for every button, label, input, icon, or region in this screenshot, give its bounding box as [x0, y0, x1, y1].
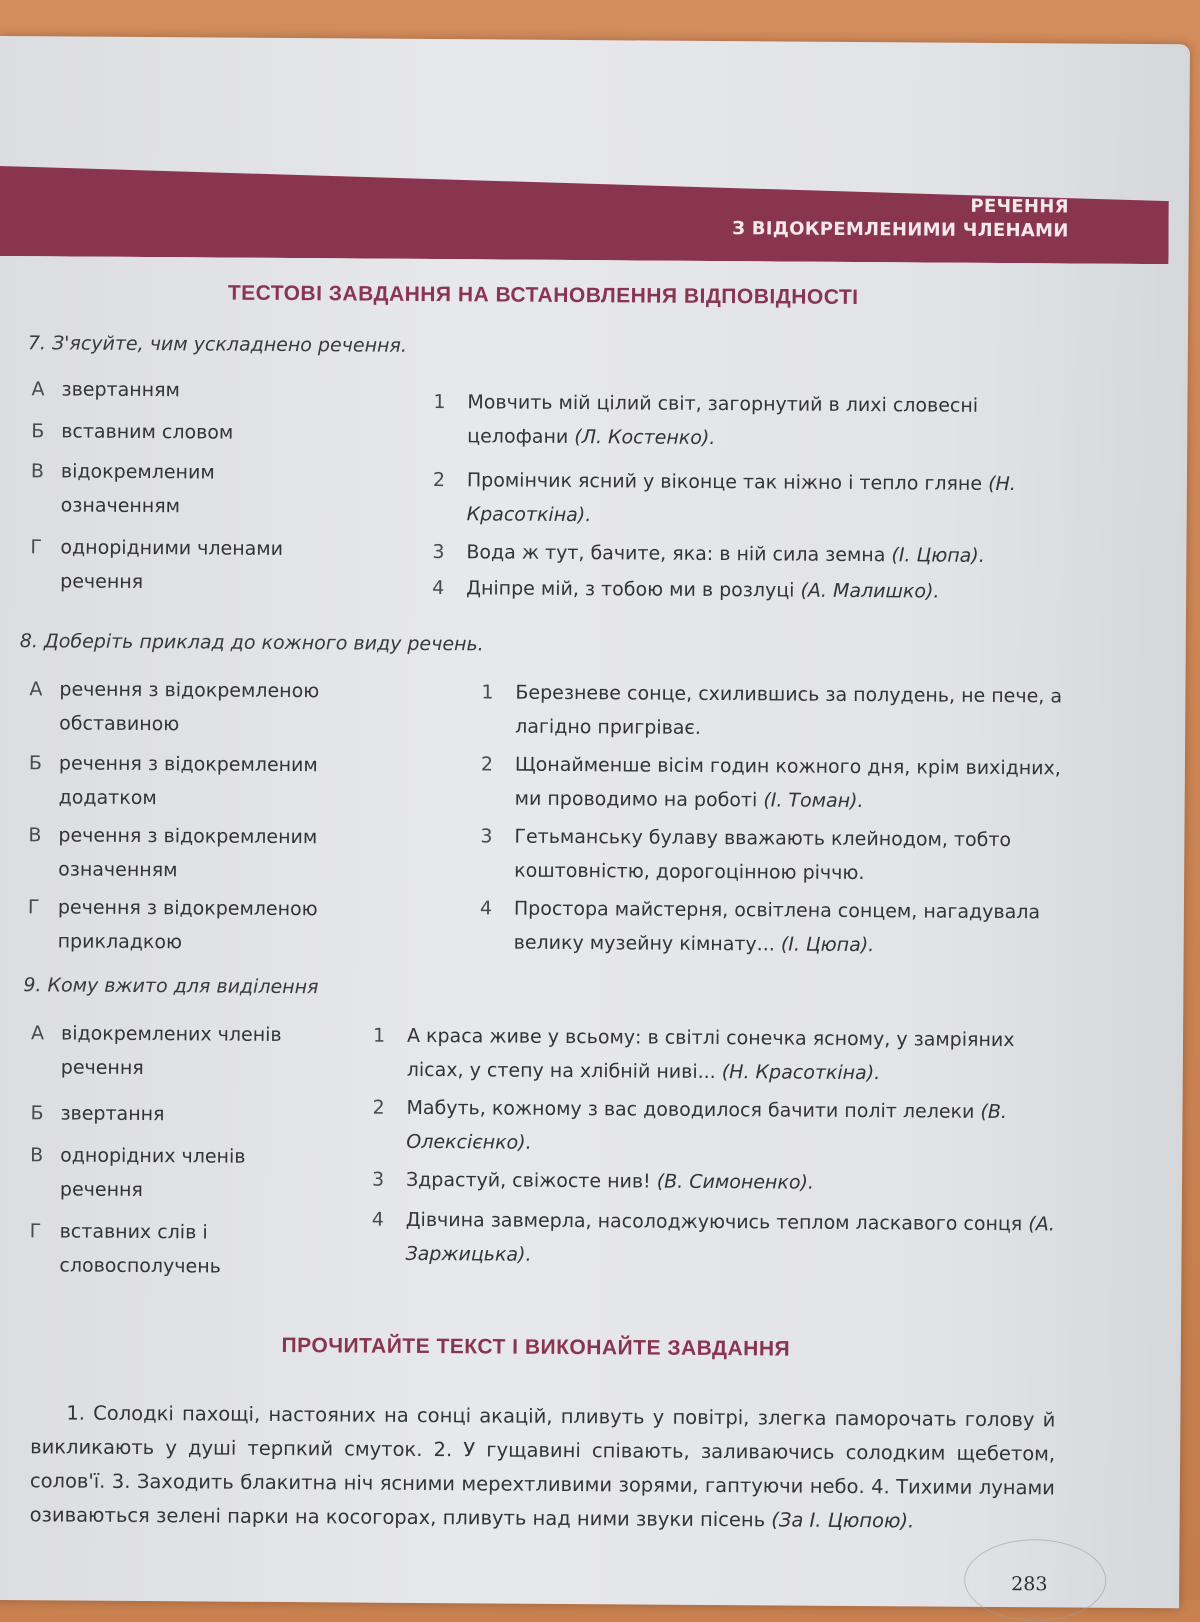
option-letter: В	[28, 818, 58, 852]
option-text: речення з відокремленою прикладкою	[58, 890, 398, 960]
answer-number: 4	[372, 1203, 396, 1237]
option-text: вставним словом	[61, 414, 233, 449]
answer-text: Вода ж тут, бачите, яка: в ній сила земна	[466, 541, 885, 566]
task7-option-b	[31, 414, 371, 450]
task9-option-b	[30, 1096, 360, 1132]
task8-answer-1	[481, 675, 1071, 747]
answer-text: Простора майстерня, освітлена сонцем, нагадувала велику музейну кімнату...	[514, 898, 1041, 956]
answer-author: (І. Цюпа).	[891, 544, 985, 567]
task8-option-a	[29, 672, 429, 743]
answer-number: 2	[481, 747, 505, 781]
task9-option-c	[30, 1138, 360, 1208]
task8-option-c	[28, 818, 428, 889]
option-text: відокремлених членів речення	[61, 1016, 301, 1086]
answer-text: Мовчить мій цілий світ, загорнутий в лихі словесні целофани	[467, 391, 978, 448]
task8-option-b	[29, 746, 429, 817]
answer-text: А краса живе у всьому: в світлі сонечка ясному, у замріяних лісах, у степу на хлібній ниві...	[407, 1025, 1015, 1083]
answer-text: Здрастуй, свіжосте нив!	[406, 1169, 651, 1193]
task7-option-d	[30, 530, 370, 600]
main-heading: ТЕСТОВІ ЗАВДАННЯ НА ВСТАНОВЛЕННЯ ВІДПОВІДНОСТІ	[0, 280, 1088, 312]
answer-author: (А. Малишко).	[800, 580, 939, 603]
option-text: однорідними членами речення	[60, 530, 350, 600]
option-letter: В	[31, 454, 61, 488]
answer-number: 4	[432, 571, 456, 605]
task7-answer-2	[433, 463, 1073, 535]
option-letter: Б	[29, 746, 59, 780]
option-text: вставних слів і словосполучень	[59, 1214, 309, 1284]
answer-author: (І. Цюпа).	[781, 933, 875, 956]
option-letter: А	[29, 672, 59, 706]
answer-author: (І. Томан).	[763, 789, 863, 812]
reading-text-block	[30, 1396, 1056, 1539]
answer-author: (А. Заржицька).	[405, 1213, 1054, 1266]
option-text: речення з відокремленим додатком	[59, 746, 399, 816]
answer-author: (В. Симоненко).	[657, 1171, 814, 1194]
answer-number: 3	[432, 535, 456, 569]
section-title-line2: З ВІДОКРЕМЛЕНИМИ ЧЛЕНАМИ	[732, 217, 1069, 243]
answer-number: 3	[480, 819, 504, 853]
option-letter: Г	[28, 890, 58, 924]
textbook-page	[0, 36, 1190, 1608]
task9-option-a	[31, 1016, 361, 1086]
task8-answer-4	[480, 891, 1070, 963]
answer-number: 1	[481, 675, 505, 709]
answer-text: Дівчина завмерла, насолоджуючись теплом ласкавого сонця	[406, 1209, 1023, 1235]
answer-author: (Н. Красоткіна).	[467, 473, 1016, 526]
option-letter: А	[31, 1016, 61, 1050]
answer-number: 3	[372, 1163, 396, 1197]
task7-title: 7. З'ясуйте, чим ускладнено речення.	[28, 332, 407, 357]
option-text: речення з відокремленою обставиною	[59, 672, 399, 742]
task9-answer-3	[372, 1163, 1072, 1202]
task9-option-d	[29, 1214, 359, 1284]
task7-option-a	[31, 372, 371, 408]
option-letter: Б	[31, 414, 61, 448]
task7-answer-4	[432, 571, 1072, 609]
task9-title: 9. Кому вжито для виділення	[23, 974, 318, 998]
option-text: речення з відокремленим означенням	[58, 818, 398, 888]
task8-answer-2	[481, 747, 1071, 819]
option-text: однорідних членів речення	[60, 1138, 310, 1208]
task9-answer-1	[373, 1019, 1073, 1092]
option-text: звертання	[60, 1096, 300, 1132]
task7-answer-1	[433, 385, 1073, 457]
reading-text: 1. Солодкі пахощі, настояних на сонці акацій, пливуть у повітрі, злегка паморочать голову й викликають у душі терпкий смуток. 2. У гущавині співають, заливаючись солодким щебетом, солов'ї. 3. Заходить блакитна ніч ясними мерехтливими зорями, гаптуючи небо. 4. Тихими лунами озиваються зелені парки на косогорах, пливуть над ними звуки пісень	[30, 1401, 1056, 1531]
option-letter: Г	[30, 1214, 60, 1248]
section-title-line1: РЕЧЕННЯ	[732, 193, 1069, 219]
answer-number: 4	[480, 891, 504, 925]
reading-heading: ПРОЧИТАЙТЕ ТЕКСТ І ВИКОНАЙТЕ ЗАВДАННЯ	[0, 1332, 1081, 1364]
task9-answer-2	[372, 1091, 1072, 1164]
answer-text: Щонайменше вісім годин кожного дня, крім вихідних, ми проводимо на роботі	[515, 754, 1061, 812]
reading-author: (За І. Цюпою).	[771, 1508, 914, 1532]
answer-text: Мабуть, кожному з вас доводилося бачити політ лелеки	[406, 1097, 974, 1123]
task8-title: 8. Доберіть приклад до кожного виду речень.	[20, 630, 484, 655]
task9-answer-4	[371, 1203, 1071, 1276]
answer-author: (В. Олексієнко).	[406, 1101, 1007, 1154]
answer-text: Березневе сонце, схилившись за полудень, не пече, а лагідно пригріває.	[515, 682, 1062, 739]
answer-author: (Л. Костенко).	[574, 426, 715, 449]
option-letter: Г	[30, 530, 60, 564]
task7-answer-3	[432, 535, 1072, 573]
task8-answer-3	[480, 819, 1070, 891]
page-number: 283	[1011, 1573, 1047, 1595]
task7-option-c	[31, 454, 341, 524]
option-letter: А	[31, 372, 61, 406]
answer-text: Промінчик ясний у віконце так ніжно і тепло гляне	[467, 469, 982, 495]
answer-author: (Н. Красоткіна).	[722, 1061, 881, 1084]
section-title	[732, 193, 1069, 243]
option-letter: Б	[30, 1096, 60, 1130]
answer-text: Дніпре мій, з тобою ми в розлуці	[466, 577, 795, 601]
option-text: звертанням	[61, 372, 180, 407]
answer-number: 2	[433, 463, 457, 497]
option-letter: В	[30, 1138, 60, 1172]
option-text: відокремленим означенням	[61, 454, 291, 524]
answer-number: 1	[433, 385, 457, 419]
answer-number: 1	[373, 1019, 397, 1053]
answer-number: 2	[372, 1091, 396, 1125]
answer-text: Гетьманську булаву вважають клейнодом, тобто коштовністю, дорогоцінною річчю.	[514, 826, 1011, 884]
task8-option-d	[28, 890, 428, 961]
